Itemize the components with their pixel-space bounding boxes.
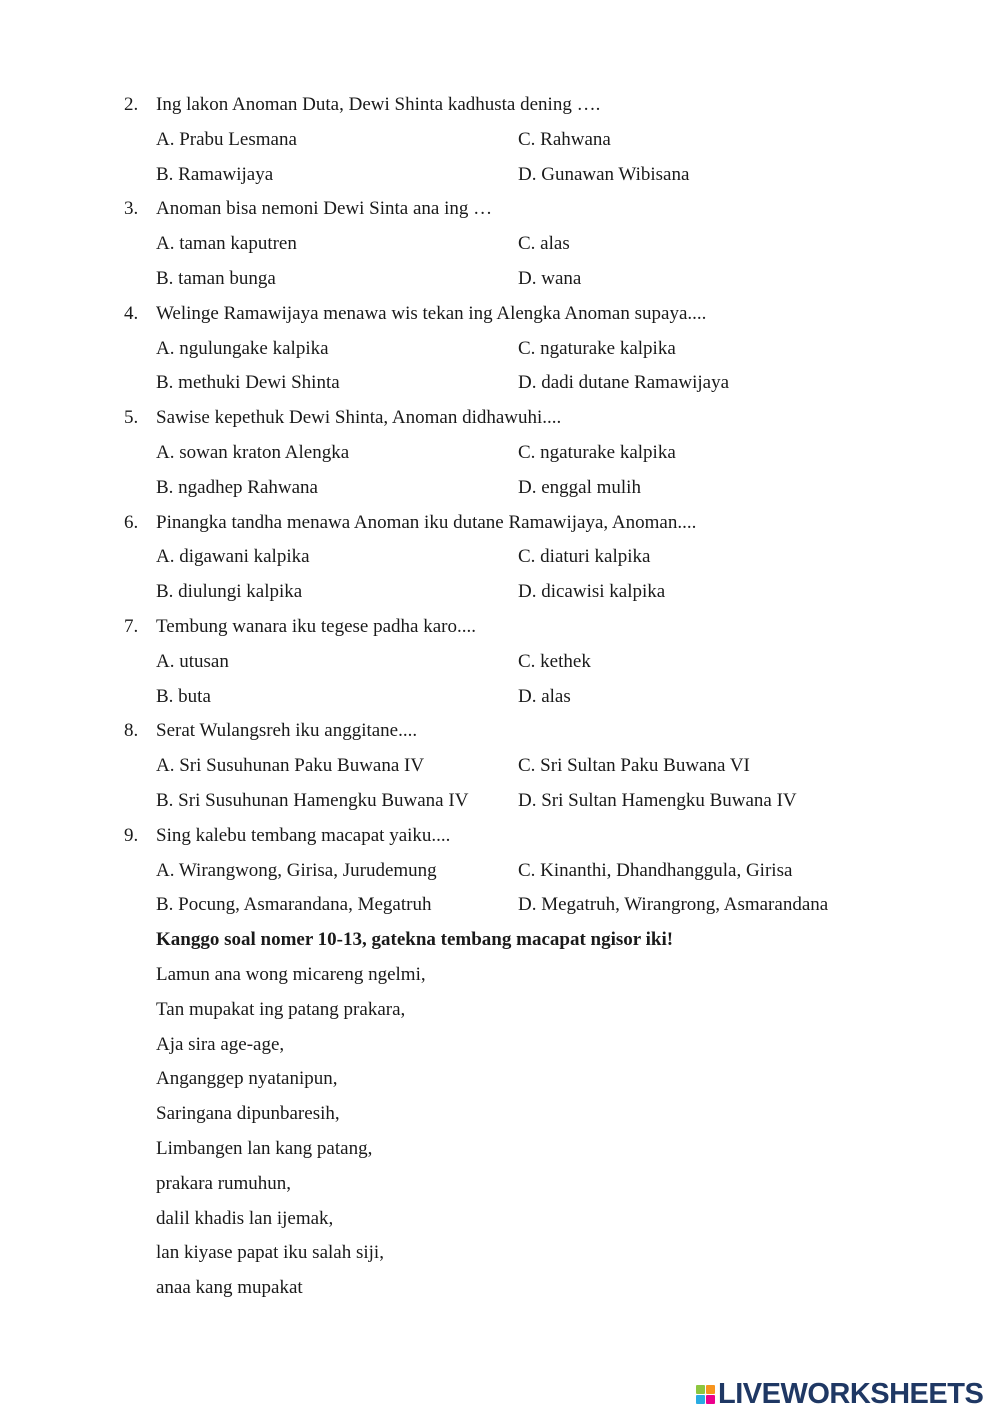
- option-a[interactable]: A. digawani kalpika: [156, 546, 310, 568]
- question-row: [0, 88, 1000, 123]
- liveworksheets-brand[interactable]: [696, 1376, 983, 1412]
- poem-line: prakara rumuhun,: [156, 1172, 292, 1194]
- option-row: [0, 854, 1000, 889]
- option-row: [0, 784, 1000, 819]
- liveworksheets-logo-icon: [696, 1385, 715, 1404]
- question-row: [0, 192, 1000, 227]
- option-b[interactable]: B. buta: [156, 685, 211, 707]
- poem-line-row: [0, 1167, 1000, 1202]
- question-text: Welinge Ramawijaya menawa wis tekan ing Alengka Anoman supaya....: [156, 302, 707, 324]
- poem-line: Saringana dipunbaresih,: [156, 1103, 340, 1125]
- option-c[interactable]: C. Kinanthi, Dhandhanggula, Girisa: [518, 859, 793, 881]
- option-b[interactable]: B. Pocung, Asmarandana, Megatruh: [156, 894, 432, 916]
- poem-line: Tan mupakat ing patang prakara,: [156, 998, 406, 1020]
- worksheet: [0, 88, 1000, 1306]
- question-row: [0, 610, 1000, 645]
- poem-line-row: [0, 1132, 1000, 1167]
- question-number: 2.: [124, 94, 139, 115]
- option-c[interactable]: C. kethek: [518, 650, 591, 672]
- option-d[interactable]: D. alas: [518, 685, 571, 707]
- instruction-row: [0, 923, 1000, 958]
- poem-line: lan kiyase papat iku salah siji,: [156, 1242, 384, 1264]
- poem-line-row: [0, 1271, 1000, 1306]
- poem-line: Aja sira age-age,: [156, 1033, 285, 1055]
- option-d[interactable]: D. Gunawan Wibisana: [518, 163, 690, 185]
- question-number: 6.: [124, 511, 139, 533]
- option-d[interactable]: D. dicawisi kalpika: [518, 581, 666, 603]
- poem-line: Lamun ana wong micareng ngelmi,: [156, 963, 426, 985]
- question-text: Serat Wulangsreh iku anggitane....: [156, 720, 418, 742]
- option-a[interactable]: A. Prabu Lesmana: [156, 128, 297, 150]
- question-text: Pinangka tandha menawa Anoman iku dutane Ramawijaya, Anoman....: [156, 511, 697, 533]
- option-c[interactable]: C. alas: [518, 233, 570, 255]
- option-row: [0, 749, 1000, 784]
- logo-square: [696, 1385, 705, 1394]
- option-a[interactable]: A. ngulungake kalpika: [156, 337, 329, 359]
- question-row: [0, 506, 1000, 541]
- question-row: [0, 297, 1000, 332]
- logo-square: [706, 1395, 715, 1404]
- question-number: 5.: [124, 407, 139, 429]
- option-b[interactable]: B. methuki Dewi Shinta: [156, 372, 340, 394]
- option-row: [0, 227, 1000, 262]
- poem-line: anaa kang mupakat: [156, 1277, 303, 1299]
- option-row: [0, 888, 1000, 923]
- option-a[interactable]: A. Wirangwong, Girisa, Jurudemung: [156, 859, 437, 881]
- logo-square: [696, 1395, 705, 1404]
- question-number: 8.: [124, 720, 139, 742]
- poem-line-row: [0, 1202, 1000, 1237]
- question-text: Anoman bisa nemoni Dewi Sinta ana ing …: [156, 198, 493, 220]
- question-number: 3.: [124, 198, 139, 220]
- option-row: [0, 575, 1000, 610]
- poem-line-row: [0, 1236, 1000, 1271]
- option-a[interactable]: A. Sri Susuhunan Paku Buwana IV: [156, 755, 425, 777]
- logo-square: [706, 1385, 715, 1394]
- option-b[interactable]: B. Ramawijaya: [156, 163, 274, 185]
- question-text: Sawise kepethuk Dewi Shinta, Anoman didhawuhi....: [156, 407, 562, 429]
- option-row: [0, 680, 1000, 715]
- question-text: Ing lakon Anoman Duta, Dewi Shinta kadhusta dening ….: [156, 94, 601, 115]
- option-row: [0, 645, 1000, 680]
- option-b[interactable]: B. Sri Susuhunan Hamengku Buwana IV: [156, 789, 469, 811]
- option-row: [0, 123, 1000, 158]
- poem-line: Limbangen lan kang patang,: [156, 1137, 373, 1159]
- option-d[interactable]: D. Megatruh, Wirangrong, Asmarandana: [518, 894, 829, 916]
- poem-line-row: [0, 1028, 1000, 1063]
- question-number: 9.: [124, 824, 139, 846]
- poem-line: Anganggep nyatanipun,: [156, 1068, 338, 1090]
- question-row: [0, 714, 1000, 749]
- option-row: [0, 262, 1000, 297]
- option-c[interactable]: C. Sri Sultan Paku Buwana VI: [518, 755, 750, 777]
- question-row: [0, 819, 1000, 854]
- option-row: [0, 332, 1000, 367]
- brand-text: LIVEWORKSHEETS: [718, 1377, 984, 1410]
- option-row: [0, 471, 1000, 506]
- poem-line-row: [0, 958, 1000, 993]
- option-row: [0, 366, 1000, 401]
- option-d[interactable]: D. wana: [518, 267, 582, 289]
- option-a[interactable]: A. taman kaputren: [156, 233, 297, 255]
- option-a[interactable]: A. sowan kraton Alengka: [156, 441, 350, 463]
- poem-line-row: [0, 1062, 1000, 1097]
- option-c[interactable]: C. diaturi kalpika: [518, 546, 651, 568]
- option-d[interactable]: D. enggal mulih: [518, 476, 641, 498]
- option-c[interactable]: C. Rahwana: [518, 128, 611, 150]
- question-row: [0, 401, 1000, 436]
- poem-line-row: [0, 1097, 1000, 1132]
- option-a[interactable]: A. utusan: [156, 650, 229, 672]
- option-row: [0, 540, 1000, 575]
- option-row: [0, 436, 1000, 471]
- instruction-text: Kanggo soal nomer 10-13, gatekna tembang macapat ngisor iki!: [156, 929, 674, 951]
- option-b[interactable]: B. ngadhep Rahwana: [156, 476, 318, 498]
- option-c[interactable]: C. ngaturake kalpika: [518, 441, 676, 463]
- option-row: [0, 158, 1000, 193]
- poem-line: dalil khadis lan ijemak,: [156, 1207, 334, 1229]
- option-c[interactable]: C. ngaturake kalpika: [518, 337, 676, 359]
- question-text: Sing kalebu tembang macapat yaiku....: [156, 824, 451, 846]
- option-d[interactable]: D. Sri Sultan Hamengku Buwana IV: [518, 789, 797, 811]
- option-b[interactable]: B. taman bunga: [156, 267, 276, 289]
- poem-line-row: [0, 993, 1000, 1028]
- option-d[interactable]: D. dadi dutane Ramawijaya: [518, 372, 730, 394]
- question-number: 4.: [124, 302, 139, 324]
- question-number: 7.: [124, 615, 139, 637]
- option-b[interactable]: B. diulungi kalpika: [156, 581, 303, 603]
- question-text: Tembung wanara iku tegese padha karo....: [156, 615, 476, 637]
